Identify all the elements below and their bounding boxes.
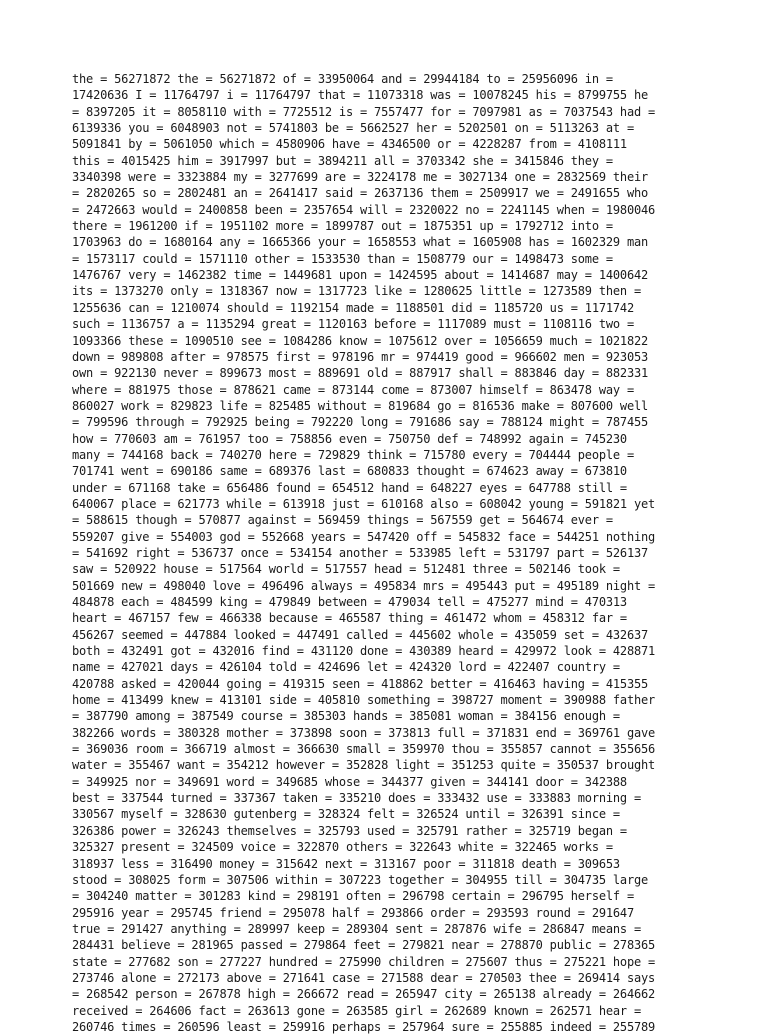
text-line: = 541692 right = 536737 once = 534154 another = 533985 left = 531797 part = 526137 [72,545,649,560]
text-line: state = 277682 son = 277227 hundred = 275990 children = 275607 thus = 275221 hope = [72,954,656,969]
text-line: 3340398 were = 3323884 my = 3277699 are = 3224178 me = 3027134 one = 2832569 their [72,170,649,185]
text-line: under = 671168 take = 656486 found = 654512 hand = 648227 eyes = 647788 still = [72,480,627,495]
text-line: 1093366 these = 1090510 see = 1084286 know = 1075612 over = 1056659 much = 1021822 [72,333,649,348]
text-line: saw = 520922 house = 517564 world = 517557 head = 512481 three = 502146 took = [72,562,620,577]
text-line: true = 291427 anything = 289997 keep = 289304 sent = 287876 wife = 286847 means = [72,921,641,936]
text-line: 484878 each = 484599 king = 479849 between = 479034 tell = 475277 mind = 470313 [72,595,627,609]
text-line: = 2472663 would = 2400858 been = 2357654 will = 2320022 no = 2241145 when = 1980046 [72,202,656,217]
text-line: 501669 new = 498040 love = 496496 always = 495834 mrs = 495443 put = 495189 night = [72,578,656,593]
text-line: = 588615 though = 570877 against = 569459 things = 567559 get = 564674 ever = [72,513,613,528]
text-line: stood = 308025 form = 307506 within = 307223 together = 304955 till = 304735 large [72,872,649,887]
text-line: 559207 give = 554003 god = 552668 years = 547420 off = 545832 face = 544251 nothing [72,529,656,544]
text-line: 701741 went = 690186 same = 689376 last = 680833 thought = 674623 away = 673810 [72,464,627,479]
text-line: = 369036 room = 366719 almost = 366630 small = 359970 thou = 355857 cannot = 355656 [72,742,656,757]
text-line: there = 1961200 if = 1951102 more = 1899787 out = 1875351 up = 1792712 into = [72,219,613,234]
text-line: 17420636 I = 11764797 i = 11764797 that = 11073318 was = 10078245 his = 8799755 he [72,88,649,103]
text-line: = 349925 nor = 349691 word = 349685 whose = 344377 given = 344141 door = 342388 [72,774,627,789]
text-line: 640067 place = 621773 while = 613918 just = 610168 also = 608042 young = 591821 yet [72,496,656,511]
text-line: 260746 times = 260596 least = 259916 perhaps = 257964 sure = 255885 indeed = 255789 [72,1019,656,1034]
text-line: 318937 less = 316490 money = 315642 next = 313167 poor = 311818 death = 309653 [72,856,620,871]
text-line: 456267 seemed = 447884 looked = 447491 called = 445602 whole = 435059 set = 432637 [72,627,649,642]
text-line: = 8397205 it = 8058110 with = 7725512 is = 7557477 for = 7097981 as = 7037543 had = [72,104,656,119]
word-frequency-text [72,71,704,1035]
text-line: = 1573117 could = 1571110 other = 1533530 than = 1508779 our = 1498473 some = [72,251,613,266]
text-line: this = 4015425 him = 3917997 but = 3894211 all = 3703342 she = 3415846 they = [72,153,613,168]
text-line: where = 881975 those = 878621 came = 873144 come = 873007 himself = 863478 way = [72,382,634,397]
text-line: = 799596 through = 792925 being = 792220 long = 791686 say = 788124 might = 787455 [72,415,649,430]
text-line: 284431 believe = 281965 passed = 279864 feet = 279821 near = 278870 public = 278365 [72,938,656,953]
text-line: = 387790 among = 387549 course = 385303 hands = 385081 woman = 384156 enough = [72,709,620,724]
text-line: 326386 power = 326243 themselves = 325793 used = 325791 rather = 325719 began = [72,823,627,838]
text-line: 1255636 can = 1210074 should = 1192154 made = 1188501 did = 1185720 us = 1171742 [72,300,634,315]
text-line: both = 432491 got = 432016 find = 431120 done = 430389 heard = 429972 look = 428871 [72,644,656,659]
text-line: heart = 467157 few = 466338 because = 465587 thing = 461472 whom = 458312 far = [72,611,627,626]
text-line: 1703963 do = 1680164 any = 1665366 your = 1658553 what = 1605908 has = 1602329 man [72,235,649,250]
text-line: home = 413499 knew = 413101 side = 405810 something = 398727 moment = 390988 father [72,693,656,708]
text-line: water = 355467 want = 354212 however = 352828 light = 351253 quite = 350537 brought [72,758,656,773]
text-line: name = 427021 days = 426104 told = 424696 let = 424320 lord = 422407 country = [72,660,620,675]
text-line: 273746 alone = 272173 above = 271641 case = 271588 dear = 270503 thee = 269414 says [72,970,656,985]
text-line: 420788 asked = 420044 going = 419315 seen = 418862 better = 416463 having = 415355 [72,676,649,691]
text-line: best = 337544 turned = 337367 taken = 335210 does = 333432 use = 333883 morning = [72,791,641,806]
text-line: the = 56271872 the = 56271872 of = 33950064 and = 29944184 to = 25956096 in = [72,72,613,86]
text-line: = 304240 matter = 301283 kind = 298191 often = 296798 certain = 296795 herself = [72,889,634,904]
text-line: 325327 present = 324509 voice = 322870 others = 322643 white = 322465 works = [72,840,613,855]
text-line: received = 264606 fact = 263613 gone = 263585 girl = 262689 known = 262571 hear = [72,1003,641,1018]
text-line: = 268542 person = 267878 high = 266672 read = 265947 city = 265138 already = 264662 [72,987,656,1002]
text-line: 1476767 very = 1462382 time = 1449681 upon = 1424595 about = 1414687 may = 1400642 [72,268,649,283]
text-line: 295916 year = 295745 friend = 295078 half = 293866 order = 293593 round = 291647 [72,905,634,920]
text-line: own = 922130 never = 899673 most = 889691 old = 887917 shall = 883846 day = 882331 [72,366,649,381]
text-line: many = 744168 back = 740270 here = 729829 think = 715780 every = 704444 people = [72,447,634,462]
text-line: 860027 work = 829823 life = 825485 without = 819684 go = 816536 make = 807600 well [72,398,649,413]
text-line: such = 1136757 a = 1135294 great = 1120163 before = 1117089 must = 1108116 two = [72,317,634,332]
text-line: 6139336 you = 6048903 not = 5741803 be = 5662527 her = 5202501 on = 5113263 at = [72,121,634,136]
text-line: 330567 myself = 328630 gutenberg = 328324 felt = 326524 until = 326391 since = [72,807,620,822]
text-line: down = 989808 after = 978575 first = 978196 mr = 974419 good = 966602 men = 923053 [72,349,649,364]
text-line: how = 770603 am = 761957 too = 758856 even = 750750 def = 748992 again = 745230 [72,431,627,446]
text-line: = 2820265 so = 2802481 an = 2641417 said = 2637136 them = 2509917 we = 2491655 who [72,186,649,201]
text-line: 382266 words = 380328 mother = 373898 soon = 373813 full = 371831 end = 369761 gave [72,725,656,740]
text-line: 5091841 by = 5061050 which = 4580906 have = 4346500 or = 4228287 from = 4108111 [72,137,627,152]
text-line: its = 1373270 only = 1318367 now = 1317723 like = 1280625 little = 1273589 then = [72,284,641,299]
